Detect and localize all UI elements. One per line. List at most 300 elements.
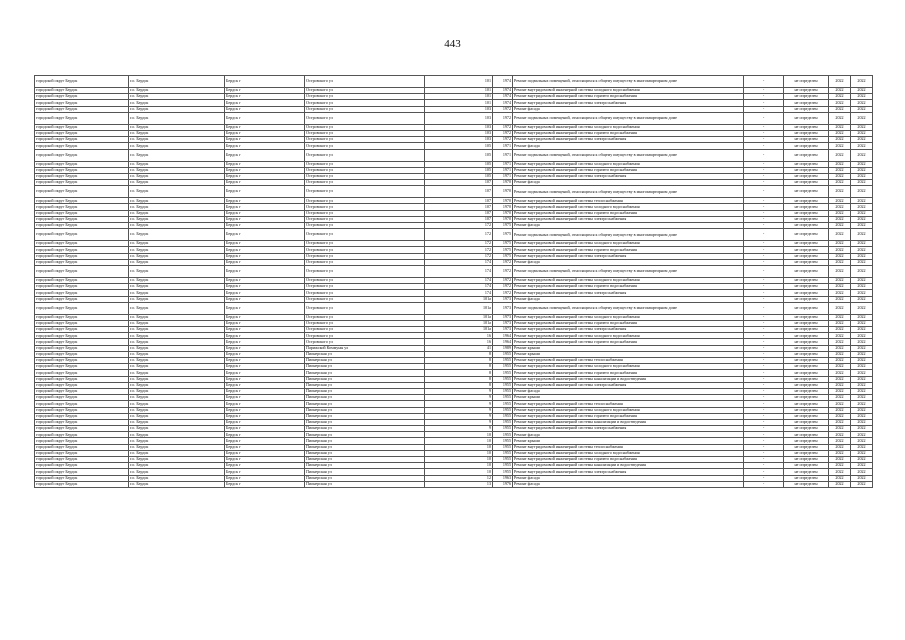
house-number-cell: 9 — [425, 401, 493, 407]
plan-year-start-cell: 2022 — [829, 370, 851, 376]
municipality-cell: городской округ Бердск — [35, 198, 129, 204]
city-cell: Бердск г — [225, 376, 305, 382]
house-number-cell: 10 — [425, 438, 493, 444]
municipality-cell: городской округ Бердск — [35, 401, 129, 407]
status-cell: не определен — [784, 327, 829, 333]
plan-year-start-cell: 2022 — [829, 223, 851, 229]
municipality-cell: городской округ Бердск — [35, 76, 129, 88]
work-type-cell: Ремонт внутридомовой инженерной системы холодного водоснабжения — [513, 124, 744, 130]
settlement-cell: г.о. Бердск — [129, 382, 225, 388]
settlement-cell: г.о. Бердск — [129, 223, 225, 229]
build-year-cell: 1970 — [493, 216, 513, 222]
street-cell: Островского ул — [305, 137, 425, 143]
plan-year-start-cell: 2022 — [829, 180, 851, 186]
plan-year-end-cell: 2022 — [851, 112, 873, 124]
plan-year-start-cell: 2022 — [829, 210, 851, 216]
settlement-cell: г.о. Бердск — [129, 419, 225, 425]
plan-year-start-cell: 2022 — [829, 186, 851, 198]
work-type-cell: Ремонт внутридомовой инженерной системы горячего водоснабжения — [513, 339, 744, 345]
build-year-cell: 1971 — [493, 161, 513, 167]
plan-year-start-cell: 2022 — [829, 143, 851, 149]
settlement-cell: г.о. Бердск — [129, 100, 225, 106]
work-type-cell: Ремонт внутридомовой инженерной системы канализации и водоотведения — [513, 376, 744, 382]
settlement-cell: г.о. Бердск — [129, 296, 225, 302]
street-cell: Пионерская ул — [305, 481, 425, 487]
plan-year-start-cell: 2022 — [829, 296, 851, 302]
build-year-cell: 1974 — [493, 88, 513, 94]
status-cell: не определен — [784, 76, 829, 88]
table-row — [35, 265, 873, 277]
settlement-cell: г.о. Бердск — [129, 426, 225, 432]
status-cell: не определен — [784, 339, 829, 345]
street-cell: Островского ул — [305, 173, 425, 179]
plan-year-start-cell: 2022 — [829, 457, 851, 463]
work-type-cell: Ремонт фасада — [513, 180, 744, 186]
plan-year-start-cell: 2022 — [829, 364, 851, 370]
status-cell: не определен — [784, 388, 829, 394]
build-year-cell: 1971 — [493, 173, 513, 179]
city-cell: Бердск г — [225, 277, 305, 283]
plan-year-start-cell: 2022 — [829, 339, 851, 345]
municipality-cell: городской округ Бердск — [35, 463, 129, 469]
dash-cell: - — [744, 265, 784, 277]
house-number-cell: 101 — [425, 88, 493, 94]
settlement-cell: г.о. Бердск — [129, 241, 225, 247]
build-year-cell: 1973 — [493, 296, 513, 302]
plan-year-start-cell: 2022 — [829, 253, 851, 259]
municipality-cell: городской округ Бердск — [35, 130, 129, 136]
work-type-cell: Ремонт подвальных помещений, относящихся к общему имуществу в многоквартирном доме — [513, 265, 744, 277]
work-type-cell: Ремонт внутридомовой инженерной системы горячего водоснабжения — [513, 94, 744, 100]
municipality-cell: городской округ Бердск — [35, 370, 129, 376]
house-number-cell: 16 — [425, 333, 493, 339]
settlement-cell: г.о. Бердск — [129, 376, 225, 382]
city-cell: Бердск г — [225, 124, 305, 130]
settlement-cell: г.о. Бердск — [129, 137, 225, 143]
city-cell: Бердск г — [225, 253, 305, 259]
city-cell: Бердск г — [225, 149, 305, 161]
work-type-cell: Ремонт подвальных помещений, относящихся к общему имуществу в многоквартирном доме — [513, 149, 744, 161]
street-cell: Пионерская ул — [305, 469, 425, 475]
settlement-cell: г.о. Бердск — [129, 124, 225, 130]
city-cell: Бердск г — [225, 419, 305, 425]
status-cell: не определен — [784, 407, 829, 413]
street-cell: Пионерская ул — [305, 395, 425, 401]
status-cell: не определен — [784, 376, 829, 382]
build-year-cell: 1955 — [493, 395, 513, 401]
city-cell: Бердск г — [225, 88, 305, 94]
house-number-cell: 101а — [425, 320, 493, 326]
municipality-cell: городской округ Бердск — [35, 432, 129, 438]
work-type-cell: Ремонт внутридомовой инженерной системы канализации и водоотведения — [513, 419, 744, 425]
municipality-cell: городской округ Бердск — [35, 413, 129, 419]
dash-cell: - — [744, 223, 784, 229]
work-type-cell: Ремонт внутридомовой инженерной системы холодного водоснабжения — [513, 88, 744, 94]
work-type-cell: Ремонт внутридомовой инженерной системы холодного водоснабжения — [513, 204, 744, 210]
street-cell: Пионерская ул — [305, 413, 425, 419]
dash-cell: - — [744, 149, 784, 161]
status-cell: не определен — [784, 444, 829, 450]
plan-year-start-cell: 2022 — [829, 204, 851, 210]
municipality-cell: городской округ Бердск — [35, 339, 129, 345]
plan-year-end-cell: 2022 — [851, 370, 873, 376]
dash-cell: - — [744, 388, 784, 394]
settlement-cell: г.о. Бердск — [129, 204, 225, 210]
plan-year-end-cell: 2022 — [851, 376, 873, 382]
settlement-cell: г.о. Бердск — [129, 395, 225, 401]
street-cell: Пионерская ул — [305, 351, 425, 357]
work-type-cell: Ремонт внутридомовой инженерной системы холодного водоснабжения — [513, 450, 744, 456]
house-number-cell: 13 — [425, 481, 493, 487]
plan-year-end-cell: 2022 — [851, 76, 873, 88]
status-cell: не определен — [784, 216, 829, 222]
work-type-cell: Ремонт внутридомовой инженерной системы холодного водоснабжения — [513, 364, 744, 370]
plan-year-end-cell: 2022 — [851, 450, 873, 456]
status-cell: не определен — [784, 210, 829, 216]
plan-year-end-cell: 2022 — [851, 426, 873, 432]
plan-year-end-cell: 2022 — [851, 444, 873, 450]
settlement-cell: г.о. Бердск — [129, 112, 225, 124]
dash-cell: - — [744, 186, 784, 198]
work-type-cell: Ремонт внутридомовой инженерной системы холодного водоснабжения — [513, 241, 744, 247]
house-number-cell: 101а — [425, 296, 493, 302]
dash-cell: - — [744, 229, 784, 241]
plan-year-end-cell: 2022 — [851, 284, 873, 290]
street-cell: Пионерская ул — [305, 463, 425, 469]
work-type-cell: Ремонт подвальных помещений, относящихся к общему имуществу в многоквартирном доме — [513, 229, 744, 241]
plan-year-start-cell: 2022 — [829, 265, 851, 277]
city-cell: Бердск г — [225, 475, 305, 481]
settlement-cell: г.о. Бердск — [129, 167, 225, 173]
plan-year-end-cell: 2022 — [851, 475, 873, 481]
work-type-cell: Ремонт внутридомовой инженерной системы теплоснабжения — [513, 198, 744, 204]
settlement-cell: г.о. Бердск — [129, 210, 225, 216]
dash-cell: - — [744, 450, 784, 456]
city-cell: Бердск г — [225, 241, 305, 247]
house-number-cell: 174 — [425, 265, 493, 277]
status-cell: не определен — [784, 364, 829, 370]
street-cell: Островского ул — [305, 204, 425, 210]
work-type-cell: Ремонт внутридомовой инженерной системы горячего водоснабжения — [513, 457, 744, 463]
municipality-cell: городской округ Бердск — [35, 229, 129, 241]
city-cell: Бердск г — [225, 216, 305, 222]
dash-cell: - — [744, 216, 784, 222]
plan-year-end-cell: 2022 — [851, 88, 873, 94]
city-cell: Бердск г — [225, 364, 305, 370]
house-number-cell: 16 — [425, 339, 493, 345]
house-number-cell: 103 — [425, 112, 493, 124]
status-cell: не определен — [784, 143, 829, 149]
municipality-cell: городской округ Бердск — [35, 186, 129, 198]
street-cell: Островского ул — [305, 277, 425, 283]
plan-year-start-cell: 2022 — [829, 376, 851, 382]
street-cell: Парижской Коммуны ул — [305, 345, 425, 351]
city-cell: Бердск г — [225, 210, 305, 216]
city-cell: Бердск г — [225, 388, 305, 394]
city-cell: Бердск г — [225, 345, 305, 351]
house-number-cell: 8 — [425, 358, 493, 364]
build-year-cell: 1970 — [493, 210, 513, 216]
status-cell: не определен — [784, 302, 829, 314]
settlement-cell: г.о. Бердск — [129, 407, 225, 413]
street-cell: Островского ул — [305, 290, 425, 296]
work-type-cell: Ремонт крыши — [513, 395, 744, 401]
plan-year-start-cell: 2022 — [829, 112, 851, 124]
status-cell: не определен — [784, 284, 829, 290]
dash-cell: - — [744, 463, 784, 469]
plan-year-end-cell: 2022 — [851, 259, 873, 265]
settlement-cell: г.о. Бердск — [129, 265, 225, 277]
municipality-cell: городской округ Бердск — [35, 94, 129, 100]
municipality-cell: городской округ Бердск — [35, 351, 129, 357]
house-number-cell: 105 — [425, 143, 493, 149]
work-type-cell: Ремонт внутридомовой инженерной системы горячего водоснабжения — [513, 210, 744, 216]
street-cell: Островского ул — [305, 198, 425, 204]
plan-year-end-cell: 2022 — [851, 469, 873, 475]
house-number-cell: 10 — [425, 463, 493, 469]
street-cell: Островского ул — [305, 327, 425, 333]
house-number-cell: 107 — [425, 216, 493, 222]
city-cell: Бердск г — [225, 358, 305, 364]
municipality-cell: городской округ Бердск — [35, 333, 129, 339]
plan-year-end-cell: 2022 — [851, 186, 873, 198]
plan-year-start-cell: 2022 — [829, 76, 851, 88]
plan-year-end-cell: 2022 — [851, 204, 873, 210]
status-cell: не определен — [784, 351, 829, 357]
dash-cell: - — [744, 253, 784, 259]
build-year-cell: 1955 — [493, 364, 513, 370]
dash-cell: - — [744, 247, 784, 253]
settlement-cell: г.о. Бердск — [129, 143, 225, 149]
status-cell: не определен — [784, 320, 829, 326]
plan-year-start-cell: 2022 — [829, 130, 851, 136]
plan-year-end-cell: 2022 — [851, 432, 873, 438]
table-row — [35, 302, 873, 314]
dash-cell: - — [744, 438, 784, 444]
settlement-cell: г.о. Бердск — [129, 463, 225, 469]
build-year-cell: 1970 — [493, 204, 513, 210]
dash-cell: - — [744, 204, 784, 210]
work-type-cell: Ремонт внутридомовой инженерной системы теплоснабжения — [513, 358, 744, 364]
house-number-cell: 172 — [425, 247, 493, 253]
house-number-cell: 101а — [425, 302, 493, 314]
work-type-cell: Ремонт подвальных помещений, относящихся к общему имуществу в многоквартирном доме — [513, 302, 744, 314]
settlement-cell: г.о. Бердск — [129, 180, 225, 186]
house-number-cell: 172 — [425, 253, 493, 259]
plan-year-end-cell: 2022 — [851, 358, 873, 364]
street-cell: Пионерская ул — [305, 370, 425, 376]
work-type-cell: Ремонт внутридомовой инженерной системы горячего водоснабжения — [513, 413, 744, 419]
settlement-cell: г.о. Бердск — [129, 290, 225, 296]
build-year-cell: 1955 — [493, 419, 513, 425]
plan-year-start-cell: 2022 — [829, 137, 851, 143]
status-cell: не определен — [784, 186, 829, 198]
work-type-cell: Ремонт внутридомовой инженерной системы электроснабжения — [513, 137, 744, 143]
plan-year-start-cell: 2022 — [829, 167, 851, 173]
status-cell: не определен — [784, 161, 829, 167]
plan-year-end-cell: 2022 — [851, 124, 873, 130]
municipality-cell: городской округ Бердск — [35, 265, 129, 277]
city-cell: Бердск г — [225, 259, 305, 265]
status-cell: не определен — [784, 137, 829, 143]
dash-cell: - — [744, 457, 784, 463]
city-cell: Бердск г — [225, 173, 305, 179]
status-cell: не определен — [784, 204, 829, 210]
plan-year-start-cell: 2022 — [829, 475, 851, 481]
house-number-cell: 174 — [425, 284, 493, 290]
settlement-cell: г.о. Бердск — [129, 186, 225, 198]
house-number-cell: 172 — [425, 223, 493, 229]
municipality-cell: городской округ Бердск — [35, 320, 129, 326]
dash-cell: - — [744, 401, 784, 407]
house-number-cell: 10 — [425, 444, 493, 450]
city-cell: Бердск г — [225, 314, 305, 320]
municipality-cell: городской округ Бердск — [35, 210, 129, 216]
repair-schedule-table — [34, 75, 873, 488]
settlement-cell: г.о. Бердск — [129, 88, 225, 94]
street-cell: Островского ул — [305, 229, 425, 241]
plan-year-end-cell: 2022 — [851, 130, 873, 136]
status-cell: не определен — [784, 241, 829, 247]
dash-cell: - — [744, 432, 784, 438]
plan-year-end-cell: 2022 — [851, 463, 873, 469]
status-cell: не определен — [784, 173, 829, 179]
build-year-cell: 1955 — [493, 426, 513, 432]
street-cell: Островского ул — [305, 186, 425, 198]
settlement-cell: г.о. Бердск — [129, 173, 225, 179]
status-cell: не определен — [784, 314, 829, 320]
city-cell: Бердск г — [225, 137, 305, 143]
status-cell: не определен — [784, 106, 829, 112]
city-cell: Бердск г — [225, 296, 305, 302]
build-year-cell: 1964 — [493, 333, 513, 339]
build-year-cell: 1976 — [493, 481, 513, 487]
street-cell: Пионерская ул — [305, 432, 425, 438]
settlement-cell: г.о. Бердск — [129, 259, 225, 265]
street-cell: Пионерская ул — [305, 364, 425, 370]
plan-year-end-cell: 2022 — [851, 314, 873, 320]
build-year-cell: 1955 — [493, 388, 513, 394]
city-cell: Бердск г — [225, 112, 305, 124]
municipality-cell: городской округ Бердск — [35, 143, 129, 149]
house-number-cell: 103 — [425, 106, 493, 112]
house-number-cell: 105 — [425, 167, 493, 173]
municipality-cell: городской округ Бердск — [35, 112, 129, 124]
municipality-cell: городской округ Бердск — [35, 223, 129, 229]
status-cell: не определен — [784, 382, 829, 388]
work-type-cell: Ремонт внутридомовой инженерной системы горячего водоснабжения — [513, 167, 744, 173]
build-year-cell: 1974 — [493, 76, 513, 88]
house-number-cell: 105 — [425, 173, 493, 179]
build-year-cell: 1963 — [493, 475, 513, 481]
street-cell: Островского ул — [305, 265, 425, 277]
status-cell: не определен — [784, 426, 829, 432]
status-cell: не определен — [784, 296, 829, 302]
status-cell: не определен — [784, 457, 829, 463]
municipality-cell: городской округ Бердск — [35, 382, 129, 388]
plan-year-start-cell: 2022 — [829, 290, 851, 296]
settlement-cell: г.о. Бердск — [129, 149, 225, 161]
municipality-cell: городской округ Бердск — [35, 327, 129, 333]
house-number-cell: 8 — [425, 351, 493, 357]
settlement-cell: г.о. Бердск — [129, 450, 225, 456]
house-number-cell: 107 — [425, 198, 493, 204]
city-cell: Бердск г — [225, 265, 305, 277]
house-number-cell: 174 — [425, 277, 493, 283]
dash-cell: - — [744, 314, 784, 320]
dash-cell: - — [744, 413, 784, 419]
work-type-cell: Ремонт фасада — [513, 259, 744, 265]
build-year-cell: 1955 — [493, 370, 513, 376]
work-type-cell: Ремонт фасада — [513, 388, 744, 394]
municipality-cell: городской округ Бердск — [35, 419, 129, 425]
settlement-cell: г.о. Бердск — [129, 302, 225, 314]
street-cell: Островского ул — [305, 216, 425, 222]
table-row — [35, 481, 873, 487]
repair-schedule-table-wrapper — [34, 75, 872, 488]
work-type-cell: Ремонт внутридомовой инженерной системы электроснабжения — [513, 100, 744, 106]
build-year-cell: 1972 — [493, 265, 513, 277]
municipality-cell: городской округ Бердск — [35, 302, 129, 314]
build-year-cell: 1955 — [493, 432, 513, 438]
status-cell: не определен — [784, 100, 829, 106]
dash-cell: - — [744, 407, 784, 413]
build-year-cell: 1971 — [493, 149, 513, 161]
house-number-cell: 12 — [425, 475, 493, 481]
plan-year-start-cell: 2022 — [829, 247, 851, 253]
build-year-cell: 1955 — [493, 463, 513, 469]
build-year-cell: 1971 — [493, 143, 513, 149]
plan-year-end-cell: 2022 — [851, 265, 873, 277]
work-type-cell: Ремонт внутридомовой инженерной системы холодного водоснабжения — [513, 314, 744, 320]
plan-year-end-cell: 2022 — [851, 94, 873, 100]
build-year-cell: 1955 — [493, 413, 513, 419]
work-type-cell: Ремонт внутридомовой инженерной системы электроснабжения — [513, 253, 744, 259]
dash-cell: - — [744, 88, 784, 94]
plan-year-start-cell: 2022 — [829, 216, 851, 222]
city-cell: Бердск г — [225, 327, 305, 333]
street-cell: Пионерская ул — [305, 401, 425, 407]
municipality-cell: городской округ Бердск — [35, 388, 129, 394]
status-cell: не определен — [784, 253, 829, 259]
plan-year-end-cell: 2022 — [851, 327, 873, 333]
dash-cell: - — [744, 444, 784, 450]
municipality-cell: городской округ Бердск — [35, 364, 129, 370]
plan-year-start-cell: 2022 — [829, 395, 851, 401]
work-type-cell: Ремонт внутридомовой инженерной системы холодного водоснабжения — [513, 161, 744, 167]
settlement-cell: г.о. Бердск — [129, 351, 225, 357]
settlement-cell: г.о. Бердск — [129, 314, 225, 320]
settlement-cell: г.о. Бердск — [129, 320, 225, 326]
table-row — [35, 112, 873, 124]
plan-year-start-cell: 2022 — [829, 345, 851, 351]
settlement-cell: г.о. Бердск — [129, 247, 225, 253]
dash-cell: - — [744, 210, 784, 216]
settlement-cell: г.о. Бердск — [129, 432, 225, 438]
house-number-cell: 107 — [425, 180, 493, 186]
settlement-cell: г.о. Бердск — [129, 284, 225, 290]
build-year-cell: 1955 — [493, 457, 513, 463]
table-row — [35, 76, 873, 88]
work-type-cell: Ремонт внутридомовой инженерной системы электроснабжения — [513, 173, 744, 179]
municipality-cell: городской округ Бердск — [35, 358, 129, 364]
plan-year-start-cell: 2022 — [829, 382, 851, 388]
house-number-cell: 101а — [425, 314, 493, 320]
status-cell: не определен — [784, 475, 829, 481]
dash-cell: - — [744, 198, 784, 204]
plan-year-start-cell: 2022 — [829, 444, 851, 450]
dash-cell: - — [744, 124, 784, 130]
